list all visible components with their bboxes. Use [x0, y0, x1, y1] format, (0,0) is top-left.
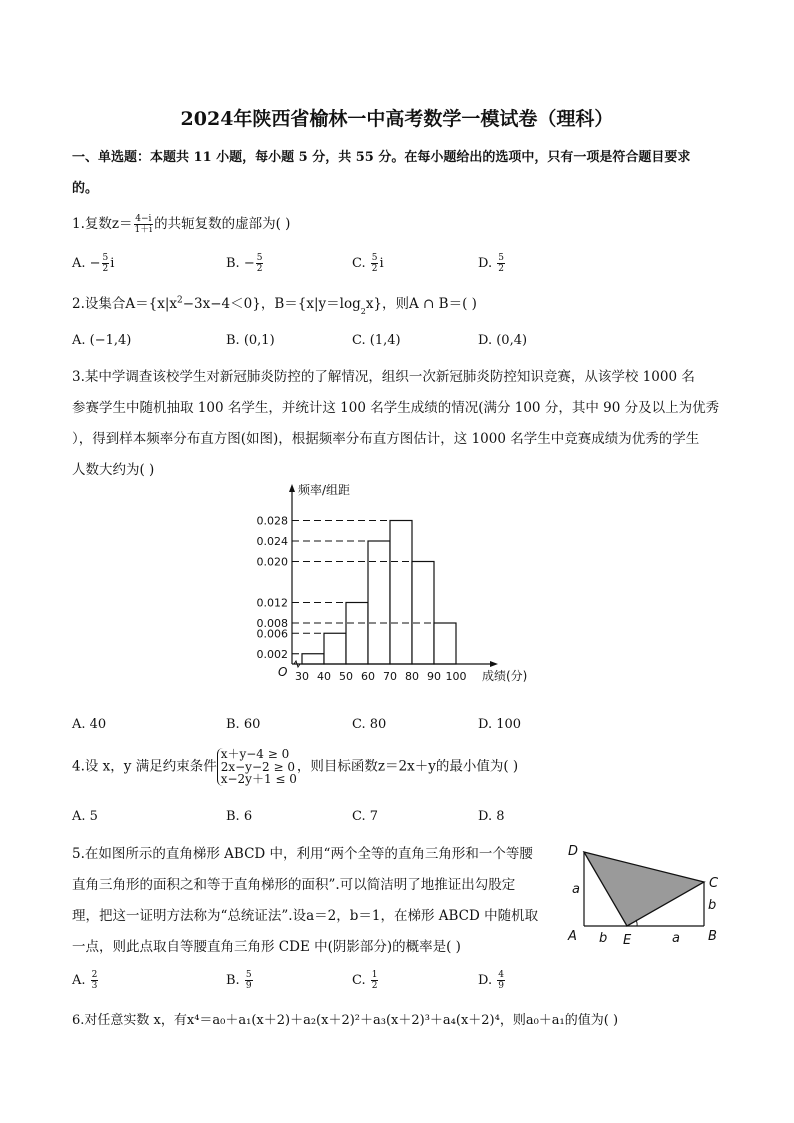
origin-label: O	[278, 665, 288, 679]
y-tick-label: 0.024	[256, 535, 288, 548]
q5-line-2: 直角三角形的面积之和等于直角梯形的面积”.可以简洁明了地推证出勾股定	[72, 877, 516, 893]
q5-option-c[interactable]: C. $\frac{1}{2}$	[352, 970, 378, 991]
label-a-point: A	[568, 929, 577, 944]
x-tick-label: 50	[339, 670, 353, 683]
label-e: E	[623, 933, 632, 948]
x-tick-label: 100	[445, 670, 467, 683]
q1-option-b[interactable]: B. − $\frac{5}{2}$	[226, 253, 263, 274]
x-tick-label: 30	[295, 670, 309, 683]
q2-option-b[interactable]: B. (0,1)	[226, 333, 275, 348]
question-4: 4.设 x，y 满足约束条件 x＋y−4 ≥ 0 2x−y−2 ≥ 0 x−2y＋1 ≤ 0 ，则目标函数z＝2x＋y的最小值为( )	[72, 747, 519, 786]
section-heading-line2: 的。	[72, 181, 99, 196]
x-axis-label: 成绩(分)	[482, 669, 528, 683]
y-axis-arrow	[289, 484, 295, 492]
q1-fraction: $\frac{4-i}{1+i}$	[134, 214, 153, 235]
x-axis-arrow	[490, 661, 498, 667]
y-tick-label: 0.020	[256, 555, 288, 569]
x-tick-label: 60	[361, 670, 375, 683]
q2-option-d[interactable]: D. (0,4)	[478, 333, 528, 348]
histogram-bar	[346, 603, 368, 665]
histogram-bar	[324, 633, 346, 664]
histogram-bar	[302, 654, 324, 664]
q3-line-1: 3.某中学调查该校学生对新冠肺炎防控的了解情况，组织一次新冠肺炎防控知识竞赛，从该学校 1000 名	[72, 369, 695, 385]
question-1	[72, 212, 290, 235]
q5-line-1: 5.在如图所示的直角梯形 ABCD 中，利用“两个全等的直角三角形和一个等腰	[72, 846, 533, 862]
label-c: C	[709, 876, 719, 891]
q1-prefix: 1.复数z＝	[72, 216, 133, 232]
shaded-triangle-cde	[584, 852, 704, 926]
label-a-bottom: a	[672, 931, 680, 946]
label-b-point: B	[708, 929, 717, 944]
x-tick-label: 40	[317, 670, 331, 683]
q4-constraints: x＋y−4 ≥ 0 2x−y−2 ≥ 0 x−2y＋1 ≤ 0	[217, 748, 297, 786]
q3-line-3: ），得到样本频率分布直方图(如图)，根据频率分布直方图估计，这 1000 名学生中竞赛成绩为优秀的学生	[72, 431, 700, 447]
q3-option-b[interactable]: B. 60	[226, 717, 261, 732]
histogram-bar	[390, 521, 412, 665]
label-d: D	[568, 844, 579, 859]
q3-option-c[interactable]: C. 80	[352, 717, 387, 732]
q5-option-a[interactable]: A. $\frac{2}{3}$	[72, 970, 98, 991]
q4-option-b[interactable]: B. 6	[226, 809, 253, 824]
question-2: 2.设集合$A=\{x|x^2-3x-4<0\}$，$B=\{x|y=\log_2x\}$，则A ∩ B＝( )	[72, 295, 477, 316]
y-tick-label: 0.028	[256, 514, 288, 528]
label-a-left: a	[572, 882, 580, 897]
x-tick-label: 90	[427, 670, 441, 683]
q2-option-a[interactable]: A. (−1,4)	[72, 333, 132, 348]
label-b-right: b	[708, 898, 717, 913]
y-tick-label: 0.008	[256, 617, 288, 630]
section-heading-line1: 一、单选题：本题共 11 小题，每小题 5 分，共 55 分。在每小题给出的选项中，只有一项是符合题目要求	[72, 150, 691, 165]
q5-option-b[interactable]: B. $\frac{5}{9}$	[226, 970, 252, 991]
trapezoid-figure	[562, 838, 732, 950]
q2-option-c[interactable]: C. (1,4)	[352, 333, 401, 348]
x-tick-label: 70	[383, 670, 397, 683]
q1-option-c[interactable]: C. $\frac{5}{2}$ i	[352, 253, 384, 274]
y-tick-label: 0.012	[256, 596, 288, 610]
q5-option-d[interactable]: D. $\frac{4}{9}$	[478, 970, 504, 991]
q4-option-c[interactable]: C. 7	[352, 809, 379, 824]
q4-option-a[interactable]: A. 5	[72, 809, 98, 824]
q1-option-d[interactable]: D. $\frac{5}{2}$	[478, 253, 504, 274]
x-tick-label: 80	[405, 670, 419, 683]
q1-suffix: 的共轭复数的虚部为( )	[154, 216, 291, 232]
label-b-bottom: b	[599, 931, 608, 946]
q3-line-2: 参赛学生中随机抽取 100 名学生，并统计这 100 名学生成绩的情况(满分 100 分，其中 90 分及以上为优秀	[72, 400, 720, 416]
q3-option-d[interactable]: D. 100	[478, 717, 522, 732]
q5-line-4: 一点，则此点取自等腰直角三角形 CDE 中(阴影部分)的概率是( )	[72, 939, 461, 955]
histogram-chart	[240, 478, 550, 688]
q4-option-d[interactable]: D. 8	[478, 809, 505, 824]
histogram-bar	[368, 541, 390, 664]
y-tick-label: 0.006	[256, 627, 288, 641]
q5-line-3: 理，把这一证明方法称为“总统证法”.设a＝2，b＝1，在梯形 ABCD 中随机取	[72, 908, 539, 924]
page-title: 2024年陕西省榆林一中高考数学一模试卷（理科）	[180, 108, 614, 130]
question-6: 6.对任意实数 x，有x⁴＝a₀＋a₁(x＋2)＋a₂(x＋2)²＋a₃(x＋2)³＋a₄(x＋2)⁴，则a₀＋a₁的值为( )	[72, 1013, 619, 1028]
q1-option-a[interactable]: A. − $\frac{5}{2}$ i	[72, 253, 115, 274]
histogram-bar	[434, 623, 456, 664]
y-tick-label: 0.002	[256, 647, 288, 661]
histogram-bar	[412, 562, 434, 665]
q3-line-4: 人数大约为( )	[72, 462, 155, 478]
y-axis-label: 频率/组距	[298, 483, 351, 497]
q3-option-a[interactable]: A. 40	[72, 717, 107, 732]
